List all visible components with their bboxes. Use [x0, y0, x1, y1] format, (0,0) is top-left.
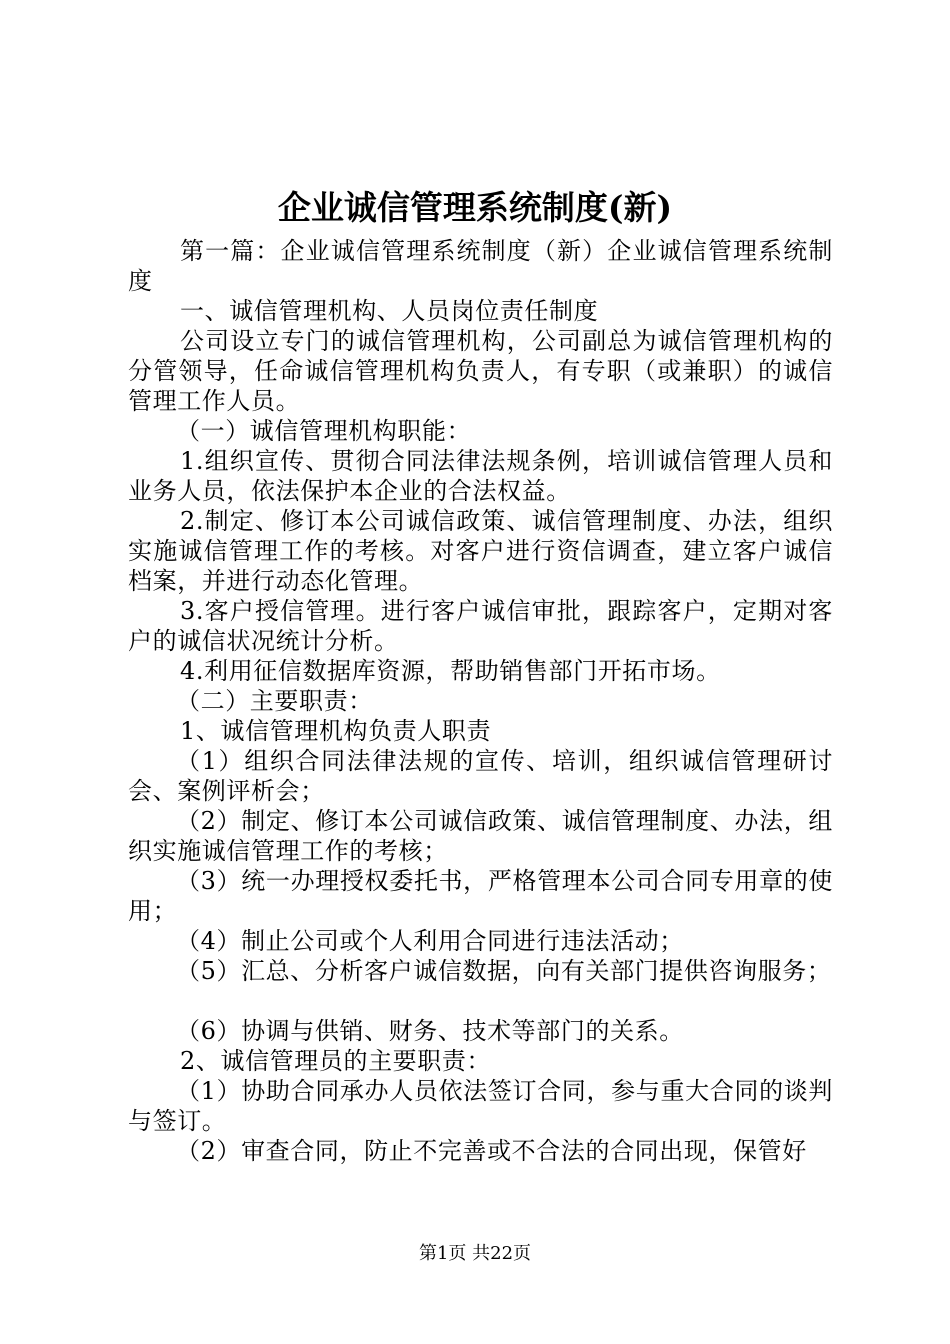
- list-item: 3.客户授信管理。进行客户诚信审批，跟踪客户，定期对客户的诚信状况统计分析。: [128, 597, 833, 655]
- document-body: [128, 236, 833, 1166]
- paragraph: 第一篇：企业诚信管理系统制度（新）企业诚信管理系统制度: [128, 237, 833, 295]
- list-item: （1）组织合同法律法规的宣传、培训，组织诚信管理研讨会、案例评析会；: [128, 747, 833, 805]
- list-item: （3）统一办理授权委托书，严格管理本公司合同专用章的使用；: [128, 867, 833, 925]
- list-item: （6）协调与供销、财务、技术等部门的关系。: [176, 1017, 684, 1045]
- list-item: （2）制定、修订本公司诚信政策、诚信管理制度、办法，组织实施诚信管理工作的考核；: [128, 807, 833, 865]
- list-item: 4.利用征信数据库资源，帮助销售部门开拓市场。: [180, 657, 721, 685]
- page-number-footer: 第1页 共22页: [418, 1243, 532, 1264]
- subsection-heading: （二）主要职责：: [176, 687, 373, 715]
- list-item: （1）协助合同承办人员依法签订合同，参与重大合同的谈判与签订。: [128, 1077, 833, 1135]
- blank-line: [128, 986, 833, 1016]
- document-title: 企业诚信管理系统制度(新): [277, 188, 673, 227]
- list-heading: 1、诚信管理机构负责人职责: [180, 717, 492, 745]
- list-item: 2.制定、修订本公司诚信政策、诚信管理制度、办法，组织实施诚信管理工作的考核。对客户进行资信调查，建立客户诚信档案，并进行动态化管理。: [128, 507, 833, 595]
- paragraph: 公司设立专门的诚信管理机构，公司副总为诚信管理机构的分管领导，任命诚信管理机构负责人，有专职（或兼职）的诚信管理工作人员。: [128, 327, 833, 415]
- list-item: （4）制止公司或个人利用合同进行违法活动；: [176, 927, 684, 955]
- list-item: 1.组织宣传、贯彻合同法律法规条例，培训诚信管理人员和业务人员，依法保护本企业的合法权益。: [128, 447, 833, 505]
- subsection-heading: （一）诚信管理机构职能：: [176, 417, 472, 445]
- list-item: （2）审查合同，防止不完善或不合法的合同出现，保管好: [176, 1137, 807, 1165]
- list-item: （5）汇总、分析客户诚信数据，向有关部门提供咨询服务；: [176, 957, 832, 985]
- list-heading: 2、诚信管理员的主要职责：: [180, 1047, 492, 1075]
- section-heading: 一、诚信管理机构、人员岗位责任制度: [180, 297, 599, 325]
